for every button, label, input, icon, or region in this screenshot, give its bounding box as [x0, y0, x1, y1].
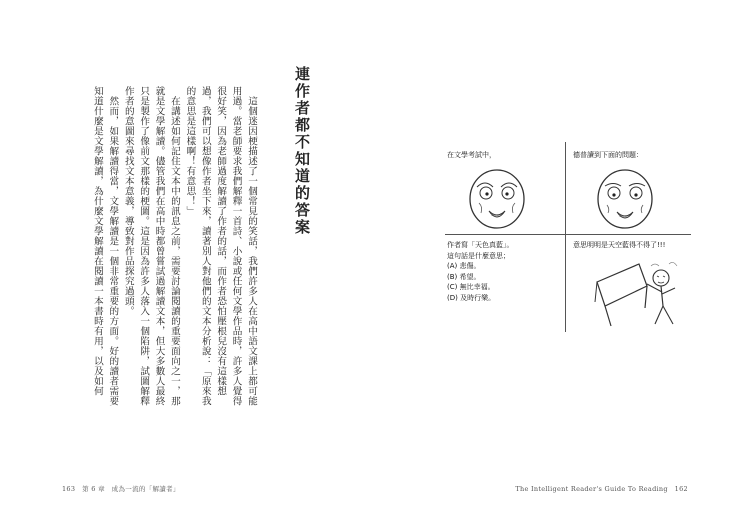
- worried-face-icon: [465, 167, 529, 231]
- comic-panel-3-line: (D) 及時行樂。: [447, 293, 496, 302]
- paragraph-3: 然而，如果解讀得當，文學解讀是一個非常重要的方面。好的讀者需要知道什麼是文學解讀，為什麼文學解讀在閱讀一本書時有用，以及如何: [91, 86, 119, 406]
- body-text: [90, 86, 259, 410]
- footer-right: The Intelligent Reader's Guide To Reading 162: [515, 485, 688, 493]
- comic-panel-2-caption: 德普讀到下面的問題：: [573, 151, 643, 159]
- comic-panel-1-caption: 在文學考試中，: [447, 151, 496, 159]
- comic-panel-3-line: 這句話是什麼意思；: [447, 251, 510, 260]
- comic-panel-4-caption: 意思明明是天空藍得不得了!!!: [573, 241, 666, 249]
- table-flip-figure-icon: [591, 258, 687, 330]
- paragraph-2: 在講述如何記住文本中的訊息之前，需要討論閱讀的重要面向之一，那就是文學解讀。儘管我們在高中時都曾嘗試過解讀文本，但大多數人最終只是製作了像前文那樣的梗圖。這是因為許多人落入一個陷阱，試圖解釋作者的意圖來尋找文本意義，導致對作品探究過頭。: [122, 86, 180, 406]
- reading-face-icon: [593, 167, 657, 231]
- comic-panel-3-line: 作者寫「天色真藍」。: [447, 241, 514, 249]
- comic-panel-3-line: (B) 希望。: [447, 272, 481, 281]
- comic-divider-horizontal: [445, 234, 691, 235]
- comic-strip: [445, 142, 691, 332]
- comic-panel-3-line: (C) 無比幸福。: [447, 283, 495, 291]
- comic-panel-3-text: [447, 240, 514, 303]
- paragraph-1: 這個迷因梗描述了一個常見的笑話，我們許多人在高中語文課上都可能用過。當老師要求我們解釋一首詩、小說或任何文學作品時，許多人覺得很好笑，因為老師過度解讀了作者的話，而作者恐怕壓根兒沒有這樣想過，我們可以想像作者坐下來，讀著別人對他們的文本分析說：「原來我的意思是這樣啊！有意思！」: [184, 86, 257, 406]
- comic-panel-3-line: (A) 悲傷。: [447, 262, 481, 270]
- footer-left: 163 第 6 章 成為一流的「解讀者」: [62, 485, 180, 493]
- comic-divider-vertical: [565, 142, 566, 332]
- chapter-section-title: 連作者都不知道的答案: [293, 66, 311, 236]
